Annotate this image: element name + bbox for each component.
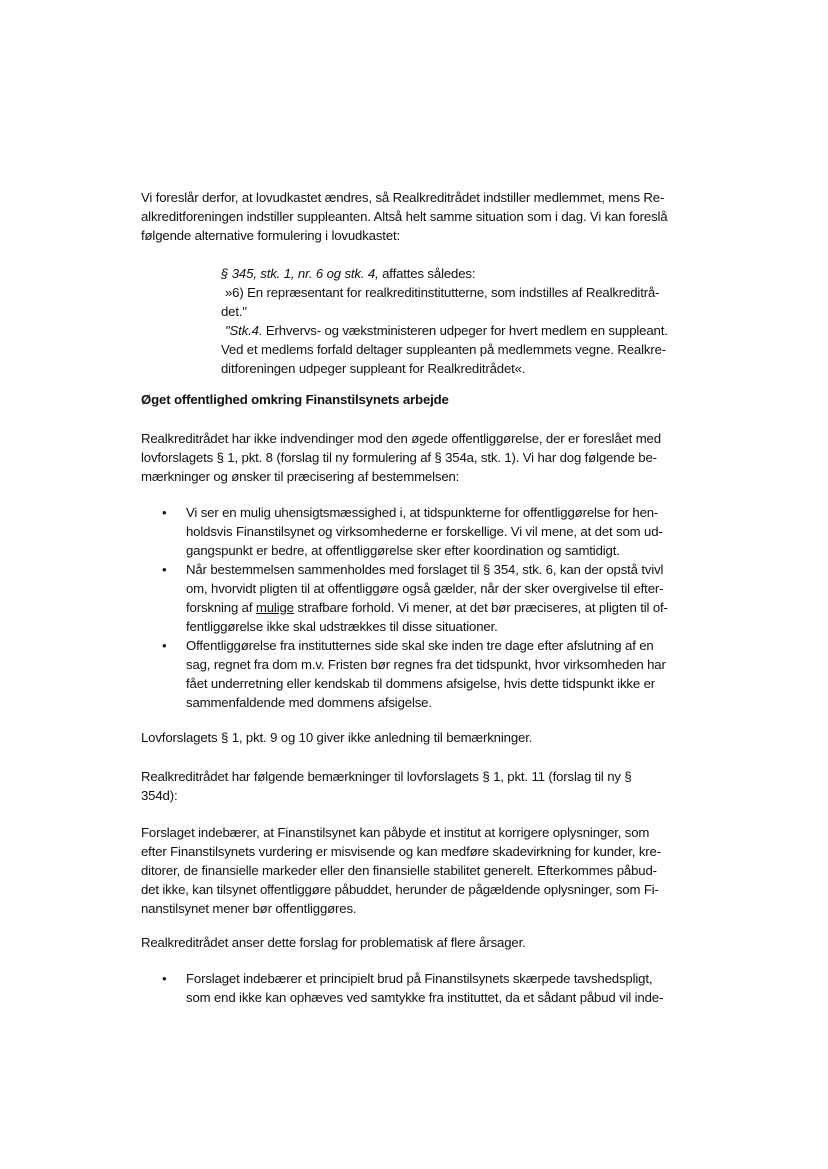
paragraph-publicity — [141, 429, 701, 486]
bullet-icon: • — [162, 638, 167, 653]
text-line: om, hvorvidt pligten til at offentliggøre også gælder, når der sker overgivelse til efter- — [186, 581, 664, 596]
list-item — [162, 969, 726, 1007]
text-line — [221, 321, 711, 340]
text-line: Offentliggørelse fra institutternes side skal ske inden tre dage efter afslutning af en — [186, 638, 654, 653]
text-line: følgende alternative formulering i lovudkastet: — [141, 228, 401, 243]
text-line: det." — [221, 304, 247, 319]
text-line: nanstilsynet mener bør offentliggøres. — [141, 901, 357, 916]
text-line: Vi foreslår derfor, at lovudkastet ændres, så Realkreditrådet indstiller medlemmet, mens Re- — [141, 190, 665, 205]
text-line: holdsvis Finanstilsynet og virksomhederne er forskellige. Vi vil mene, at det som ud- — [186, 524, 663, 539]
text-fragment: affattes således: — [378, 266, 476, 281]
text-line: mærkninger og ønsker til præcisering af bestemmelsen: — [141, 469, 460, 484]
text-line: det ikke, kan tilsynet offentliggøre påbuddet, herunder de pågældende oplysninger, som Fi- — [141, 882, 659, 897]
text-line — [186, 598, 726, 617]
list-item — [162, 636, 726, 712]
text-line: gangspunkt er bedre, at offentliggørelse sker efter koordination og samtidigt. — [186, 543, 620, 558]
text-line: Forslaget indebærer et principielt brud på Finanstilsynets skærpede tavshedspligt, — [186, 971, 653, 986]
text-fragment: strafbare forhold. Vi mener, at det bør præciseres, at pligten til of- — [293, 600, 668, 615]
text-line: lovforslagets § 1, pkt. 8 (forslag til ny formulering af § 354a, stk. 1). Vi har dog følgende be- — [141, 450, 657, 465]
text-line: alkreditforeningen indstiller suppleanten. Altså helt samme situation som i dag. Vi kan foreslå — [141, 209, 668, 224]
text-line: Vi ser en mulig uhensigtsmæssighed i, at tidspunkterne for offentliggørelse for hen- — [186, 505, 659, 520]
text-fragment: forskning af — [186, 600, 256, 615]
bullet-icon: • — [162, 505, 167, 520]
text-line: Realkreditrådet har følgende bemærkninger til lovforslagets § 1, pkt. 11 (forslag til ny § — [141, 769, 632, 784]
text-fragment: Erhvervs- og vækstministeren udpeger for hvert medlem en suppleant. — [262, 323, 668, 338]
text-line — [221, 264, 711, 283]
paragraph-intro — [141, 188, 701, 245]
law-text-quote — [221, 264, 711, 378]
bullet-icon: • — [162, 562, 167, 577]
list-item — [162, 503, 726, 560]
paragraph-proposal — [141, 823, 701, 918]
heading-text: Øget offentlighed omkring Finanstilsynets arbejde — [141, 392, 449, 407]
paragraph-remarks — [141, 767, 701, 805]
text-line: Realkreditrådet har ikke indvendinger mod den øgede offentliggørelse, der er foreslået med — [141, 431, 661, 446]
section-heading — [141, 390, 701, 409]
text-line: Ved et medlems forfald deltager suppleanten på medlemmets vegne. Realkre- — [221, 342, 667, 357]
text-line: sag, regnet fra dom m.v. Fristen bør regnes fra det tidspunkt, hvor virksomheden har — [186, 657, 666, 672]
text-line: Realkreditrådet anser dette forslag for problematisk af flere årsager. — [141, 935, 526, 950]
underlined-word: mulige — [255, 600, 294, 615]
section-reference: § 345, stk. 1, nr. 6 og stk. 4, — [221, 266, 379, 281]
list-item — [162, 560, 726, 636]
text-line: Lovforslagets § 1, pkt. 9 og 10 giver ikke anledning til bemærkninger. — [141, 730, 533, 745]
text-line: Når bestemmelsen sammenholdes med forslaget til § 354, stk. 6, kan der opstå tvivl — [186, 562, 664, 577]
text-line: 354d): — [141, 788, 178, 803]
text-line: fået underretning eller kendskab til dommens afsigelse, hvis dette tidspunkt ikke er — [186, 676, 656, 691]
text-line: fentliggørelse ikke skal udstrækkes til disse situationer. — [186, 619, 498, 634]
text-line: efter Finanstilsynets vurdering er misvisende og kan medføre skadevirkning for kunder, kre- — [141, 844, 661, 859]
text-line: ditorer, de finansielle markeder eller den finansielle stabilitet generelt. Efterkommes påbud- — [141, 863, 657, 878]
paragraph-problematic — [141, 933, 701, 952]
text-line: ditforeningen udpeger suppleant for Realkreditrådet«. — [221, 361, 526, 376]
text-line: som end ikke kan ophæves ved samtykke fra instituttet, da et sådant påbud vil inde- — [186, 990, 664, 1005]
text-line: »6) En repræsentant for realkreditinstitutterne, som indstilles af Realkreditrå- — [225, 285, 660, 300]
bullet-icon: • — [162, 971, 167, 986]
paragraph-no-remarks — [141, 728, 701, 747]
text-line: Forslaget indebærer, at Finanstilsynet kan påbyde et institut at korrigere oplysninger, som — [141, 825, 650, 840]
stk-label: "Stk.4. — [225, 323, 263, 338]
text-line: sammenfaldende med dommens afsigelse. — [186, 695, 432, 710]
